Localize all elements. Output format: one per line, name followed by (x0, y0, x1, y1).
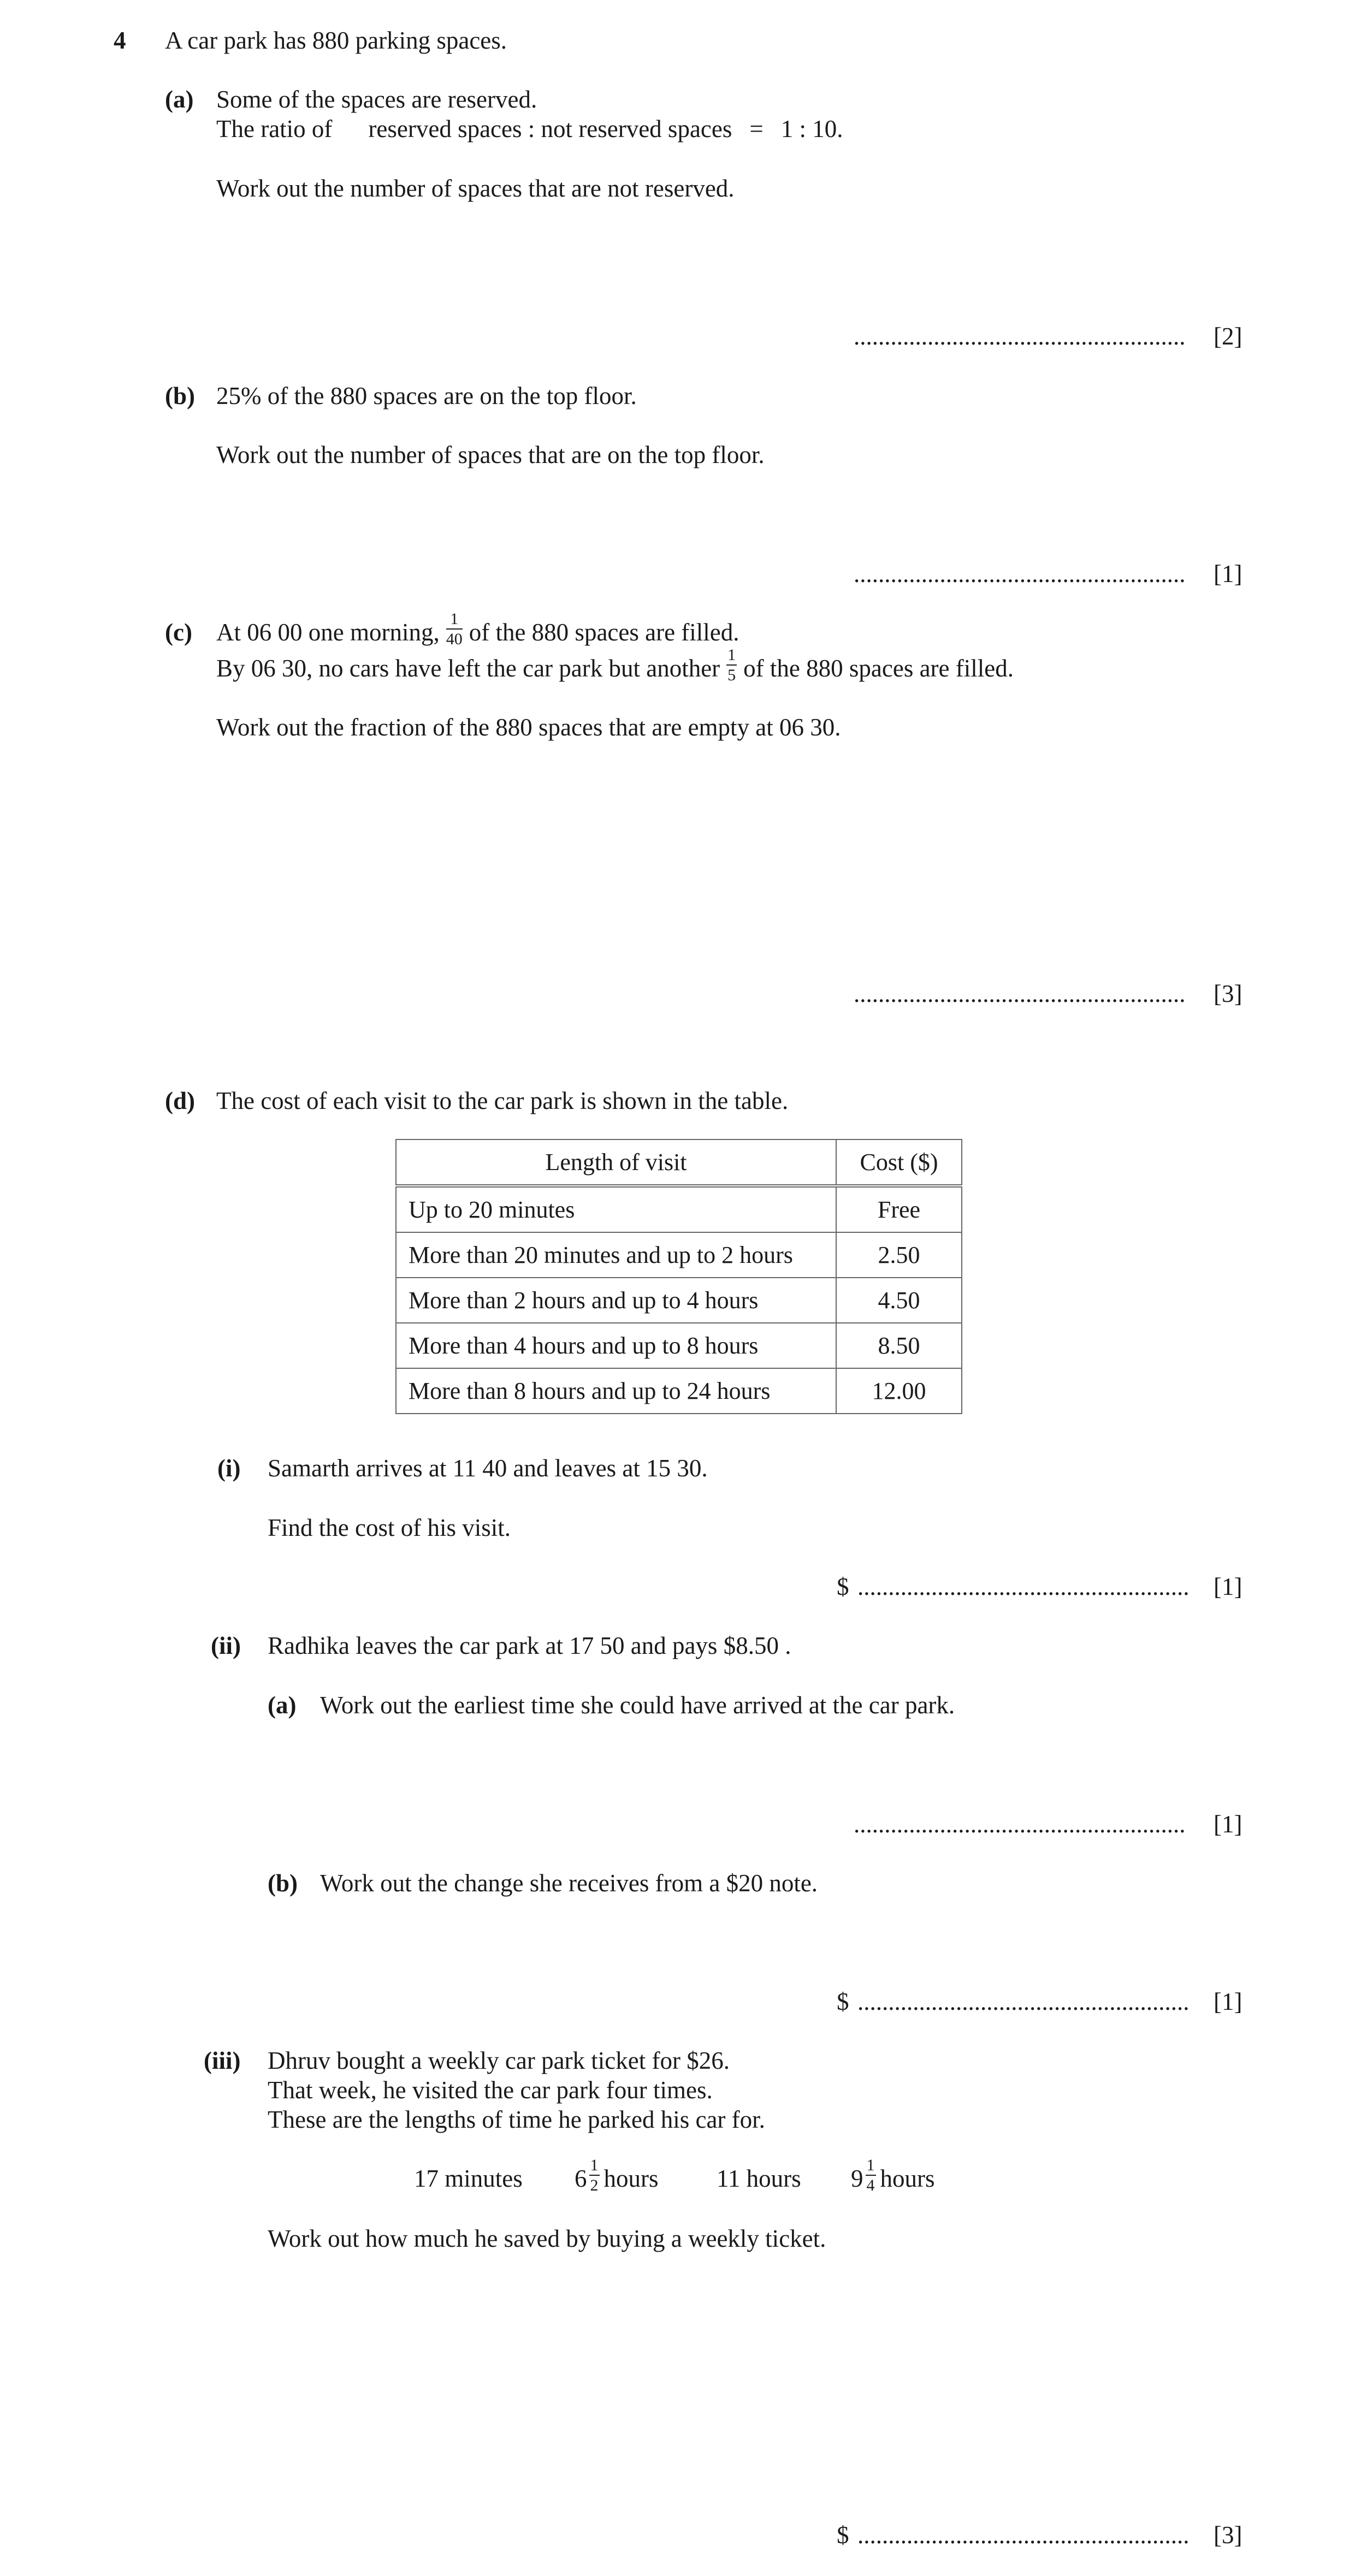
part-a-marks: [2] (1214, 323, 1242, 350)
part-d-iii-task: Work out how much he saved by buying a weekly ticket. (268, 2225, 826, 2252)
table-cell: 4.50 (836, 1278, 962, 1323)
table-row (396, 1186, 962, 1232)
fraction-quarter (866, 2157, 876, 2194)
part-a-ratio (216, 117, 843, 141)
part-c-line1-post: of the 880 spaces are filled. (469, 618, 739, 646)
fraction-one-fifth (726, 646, 737, 684)
table-header-row (396, 1139, 962, 1186)
part-d-intro: The cost of each visit to the car park is shown in the table. (216, 1087, 789, 1114)
part-d-i-label: (i) (217, 1455, 241, 1482)
ratio-value: 1 : 10. (780, 115, 843, 143)
part-d-i-answer-line[interactable]: ...................................................... (857, 1573, 1190, 1600)
part-c-label: (c) (165, 619, 192, 646)
table-cell: 12.00 (836, 1368, 962, 1414)
part-d-ii-a-marks: [1] (1214, 1811, 1242, 1838)
part-a-line1: Some of the spaces are reserved. (216, 86, 537, 113)
part-d-ii-b-answer-line[interactable]: ...................................................... (857, 1988, 1190, 2015)
part-c-line2 (216, 645, 1014, 688)
part-d-i-task: Find the cost of his visit. (268, 1514, 511, 1541)
part-d-ii-b-currency: $ (837, 1988, 849, 2015)
table-cell: Up to 20 minutes (396, 1186, 836, 1232)
visit-length-4 (851, 2156, 935, 2198)
table-row (396, 1278, 962, 1323)
table-header: Length of visit (396, 1139, 836, 1186)
part-d-ii-a-task: Work out the earliest time she could have arrived at the car park. (320, 1691, 955, 1719)
part-d-iii-line2: That week, he visited the car park four times. (268, 2076, 713, 2104)
cost-table (395, 1139, 962, 1414)
part-d-iii-line3: These are the lengths of time he parked his car for. (268, 2106, 765, 2133)
fraction-half (589, 2157, 600, 2194)
part-d-iii-marks: [3] (1214, 2521, 1242, 2549)
t2-unit: hours (603, 2164, 659, 2192)
fraction-one-fortieth (446, 610, 463, 648)
t4-unit: hours (880, 2164, 935, 2192)
question-intro: A car park has 880 parking spaces. (165, 27, 507, 54)
visit-length-3: 11 hours (717, 2164, 801, 2192)
part-d-iii-line1: Dhruv bought a weekly car park ticket for $26. (268, 2047, 730, 2074)
visit-length-1: 17 minutes (414, 2164, 523, 2192)
table-cell: More than 4 hours and up to 8 hours (396, 1323, 836, 1368)
part-d-iii-label: (iii) (204, 2047, 241, 2074)
ratio-text: reserved spaces : not reserved spaces (368, 115, 732, 143)
ratio-equals: = (749, 115, 764, 143)
frac1-num: 1 (446, 610, 463, 630)
table-cell: Free (836, 1186, 962, 1232)
t4-den: 4 (866, 2176, 875, 2194)
part-c-line2-post: of the 880 spaces are filled. (743, 654, 1014, 682)
part-c-answer-line[interactable]: ...................................................... (854, 980, 1186, 1007)
part-d-ii-b-marks: [1] (1214, 1988, 1242, 2015)
part-c-line1-pre: At 06 00 one morning, (216, 618, 440, 646)
part-d-ii-a-answer-line[interactable]: ...................................................... (854, 1811, 1186, 1838)
part-d-i-currency: $ (837, 1573, 849, 1600)
t4-num: 1 (866, 2157, 876, 2176)
table-cell: More than 2 hours and up to 4 hours (396, 1278, 836, 1323)
part-d-ii-b-task: Work out the change she receives from a $20 note. (320, 1869, 818, 1897)
part-b-answer-line[interactable]: ...................................................... (854, 560, 1186, 587)
part-c-line1 (216, 609, 739, 652)
part-d-label: (d) (165, 1087, 195, 1114)
frac1-den: 40 (446, 630, 463, 648)
part-d-iii-currency: $ (837, 2521, 849, 2549)
t4-whole: 9 (851, 2164, 863, 2192)
part-d-iii-answer-line[interactable]: ...................................................... (857, 2521, 1190, 2549)
part-d-i-line1: Samarth arrives at 11 40 and leaves at 15 30. (268, 1455, 708, 1482)
ratio-prefix: The ratio of (216, 115, 333, 143)
table-header: Cost ($) (836, 1139, 962, 1186)
part-d-ii-label: (ii) (211, 1632, 241, 1659)
part-a-label: (a) (165, 86, 194, 113)
part-d-ii-line1: Radhika leaves the car park at 17 50 and pays $8.50 . (268, 1632, 791, 1659)
part-d-i-marks: [1] (1214, 1573, 1242, 1600)
t2-whole: 6 (575, 2164, 587, 2192)
part-b-line1: 25% of the 880 spaces are on the top floor. (216, 382, 637, 409)
frac2-den: 5 (727, 666, 736, 684)
part-b-task: Work out the number of spaces that are on the top floor. (216, 441, 765, 468)
t2-den: 2 (590, 2176, 599, 2194)
table-cell: More than 20 minutes and up to 2 hours (396, 1232, 836, 1278)
frac2-num: 1 (726, 646, 737, 666)
part-b-label: (b) (165, 382, 195, 409)
part-d-ii-a-label: (a) (268, 1691, 297, 1719)
part-a-answer-line[interactable]: ...................................................... (854, 323, 1186, 350)
table-row (396, 1368, 962, 1414)
t2-num: 1 (589, 2157, 600, 2176)
table-row (396, 1323, 962, 1368)
table-cell: More than 8 hours and up to 24 hours (396, 1368, 836, 1414)
table-row (396, 1232, 962, 1278)
part-d-ii-b-label: (b) (268, 1869, 298, 1897)
visit-length-2 (575, 2156, 659, 2198)
question-number: 4 (114, 27, 126, 54)
part-c-line2-pre: By 06 30, no cars have left the car park but another (216, 654, 720, 682)
part-c-marks: [3] (1214, 980, 1242, 1007)
part-c-task: Work out the fraction of the 880 spaces that are empty at 06 30. (216, 714, 841, 741)
table-cell: 2.50 (836, 1232, 962, 1278)
part-b-marks: [1] (1214, 560, 1242, 587)
part-a-task: Work out the number of spaces that are not reserved. (216, 175, 735, 202)
table-cell: 8.50 (836, 1323, 962, 1368)
